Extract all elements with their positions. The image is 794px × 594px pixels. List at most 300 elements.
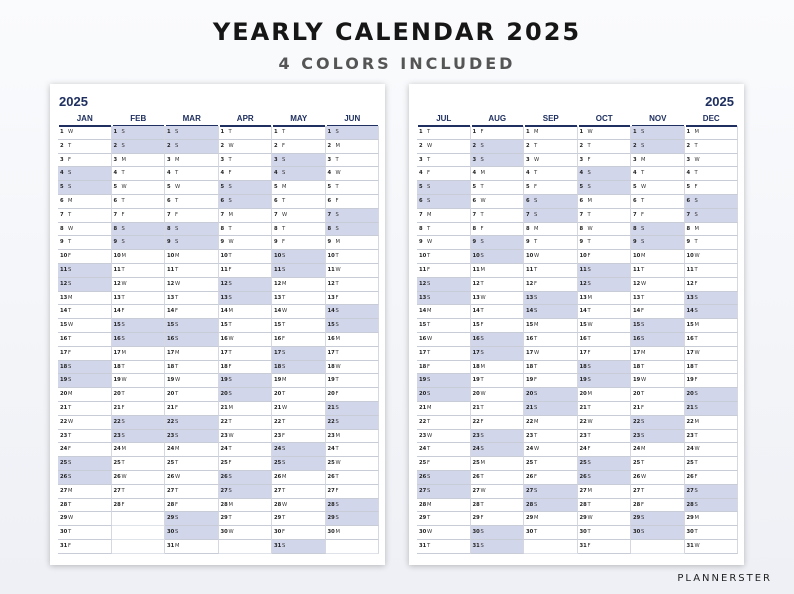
day-cell bbox=[631, 526, 685, 540]
weekday-letter: S bbox=[641, 225, 645, 232]
day-number: 17 bbox=[633, 349, 641, 356]
month-header-jun: JUN bbox=[344, 114, 361, 123]
day-cell bbox=[112, 195, 166, 209]
day-cell bbox=[165, 402, 219, 416]
page-subtitle: 4 COLORS INCLUDED bbox=[278, 54, 516, 73]
day-cell bbox=[417, 485, 471, 499]
day-cell bbox=[112, 471, 166, 485]
weekday-letter: W bbox=[587, 418, 593, 425]
day-number: 26 bbox=[419, 474, 427, 480]
weekday-letter: S bbox=[282, 253, 286, 260]
weekday-letter: W bbox=[694, 543, 700, 549]
weekday-letter: T bbox=[427, 129, 431, 135]
day-cell bbox=[578, 526, 632, 540]
day-cell bbox=[272, 430, 326, 444]
day-cell bbox=[326, 361, 380, 375]
day-number: 21 bbox=[167, 405, 175, 411]
calendar-page-jul-dec bbox=[409, 84, 744, 565]
day-number: 13 bbox=[526, 294, 534, 301]
day-number: 10 bbox=[167, 253, 175, 260]
day-number: 5 bbox=[113, 184, 118, 191]
day-number: 16 bbox=[419, 336, 427, 342]
day-cell bbox=[165, 264, 219, 278]
empty-day-cell bbox=[112, 526, 166, 540]
day-number: 10 bbox=[633, 253, 641, 260]
weekday-letter: S bbox=[68, 363, 72, 370]
weekday-letter: W bbox=[427, 529, 433, 536]
day-cell bbox=[326, 278, 380, 292]
weekday-letter: F bbox=[282, 239, 285, 246]
weekday-letter: T bbox=[335, 474, 339, 480]
weekday-letter: W bbox=[534, 253, 540, 260]
day-cell bbox=[685, 402, 739, 416]
day-number: 7 bbox=[60, 211, 64, 218]
weekday-letter: T bbox=[534, 529, 538, 536]
day-number: 14 bbox=[113, 308, 121, 315]
day-number: 17 bbox=[167, 349, 175, 356]
weekday-letter: T bbox=[587, 239, 591, 246]
day-cell bbox=[165, 181, 219, 195]
day-cell bbox=[272, 512, 326, 526]
day-cell bbox=[417, 540, 471, 554]
day-number: 20 bbox=[419, 391, 427, 398]
day-cell bbox=[578, 236, 632, 250]
day-cell bbox=[417, 223, 471, 237]
weekday-letter: F bbox=[641, 308, 644, 315]
weekday-letter: T bbox=[534, 460, 538, 467]
day-cell bbox=[165, 333, 219, 347]
weekday-letter: F bbox=[282, 336, 285, 342]
day-number: 12 bbox=[419, 280, 427, 287]
day-cell bbox=[685, 236, 739, 250]
weekday-letter: T bbox=[228, 225, 232, 232]
day-number: 24 bbox=[419, 446, 427, 453]
day-cell bbox=[471, 471, 525, 485]
day-number: 19 bbox=[472, 377, 480, 384]
day-number: 28 bbox=[526, 501, 534, 508]
weekday-letter: S bbox=[641, 336, 645, 342]
weekday-letter: M bbox=[68, 294, 73, 301]
day-number: 12 bbox=[526, 280, 534, 287]
weekday-letter: M bbox=[282, 474, 287, 480]
weekday-letter: T bbox=[641, 460, 645, 467]
day-number: 24 bbox=[220, 446, 228, 453]
day-number: 22 bbox=[220, 418, 228, 425]
day-number: 8 bbox=[60, 225, 64, 232]
weekday-letter: M bbox=[228, 211, 233, 218]
day-number: 1 bbox=[526, 129, 530, 135]
day-number: 24 bbox=[686, 446, 694, 453]
weekday-letter: T bbox=[121, 170, 125, 177]
day-cell bbox=[471, 526, 525, 540]
day-number: 25 bbox=[419, 460, 427, 467]
weekday-letter: T bbox=[335, 156, 339, 163]
weekday-letter: S bbox=[427, 487, 431, 494]
weekday-letter: S bbox=[175, 515, 179, 522]
weekday-letter: S bbox=[587, 474, 591, 480]
weekday-letter: F bbox=[641, 405, 644, 411]
day-number: 23 bbox=[419, 432, 427, 439]
day-number: 2 bbox=[579, 142, 584, 149]
day-cell bbox=[578, 512, 632, 526]
day-number: 16 bbox=[327, 336, 335, 342]
weekday-letter: W bbox=[68, 418, 74, 425]
day-number: 19 bbox=[419, 377, 427, 384]
weekday-letter: S bbox=[68, 474, 72, 480]
month-header-oct: OCT bbox=[595, 114, 613, 123]
weekday-letter: T bbox=[694, 170, 698, 177]
day-number: 11 bbox=[167, 267, 175, 273]
day-cell bbox=[417, 154, 471, 168]
day-number: 20 bbox=[220, 391, 228, 398]
empty-day-cell bbox=[219, 540, 273, 554]
weekday-letter: S bbox=[335, 501, 339, 508]
day-number: 6 bbox=[633, 198, 637, 204]
weekday-letter: T bbox=[68, 211, 72, 218]
weekday-letter: S bbox=[694, 391, 698, 398]
weekday-letter: F bbox=[175, 211, 178, 218]
day-number: 12 bbox=[167, 280, 175, 287]
day-cell bbox=[58, 347, 112, 361]
day-number: 16 bbox=[60, 336, 68, 342]
day-number: 18 bbox=[472, 363, 480, 370]
day-number: 14 bbox=[579, 308, 587, 315]
day-number: 28 bbox=[472, 501, 480, 508]
day-cell bbox=[685, 305, 739, 319]
day-cell bbox=[685, 526, 739, 540]
day-number: 8 bbox=[274, 225, 278, 232]
day-cell bbox=[272, 223, 326, 237]
day-cell bbox=[58, 319, 112, 333]
day-number: 1 bbox=[60, 129, 64, 135]
weekday-letter: T bbox=[534, 432, 538, 439]
day-cell bbox=[219, 278, 273, 292]
day-number: 8 bbox=[167, 225, 171, 232]
day-number: 7 bbox=[327, 211, 332, 218]
weekday-letter: S bbox=[641, 515, 645, 522]
day-number: 17 bbox=[472, 349, 480, 356]
weekday-letter: S bbox=[335, 515, 339, 522]
weekday-letter: S bbox=[121, 336, 125, 342]
weekday-letter: S bbox=[335, 129, 339, 135]
day-number: 2 bbox=[686, 142, 691, 149]
day-number: 23 bbox=[113, 432, 121, 439]
day-cell bbox=[272, 167, 326, 181]
day-number: 10 bbox=[579, 253, 587, 260]
day-number: 27 bbox=[274, 487, 282, 494]
day-number: 18 bbox=[167, 363, 175, 370]
day-cell bbox=[219, 457, 273, 471]
day-cell bbox=[524, 333, 578, 347]
day-number: 20 bbox=[579, 391, 587, 398]
day-number: 6 bbox=[526, 198, 530, 204]
weekday-letter: F bbox=[121, 405, 125, 411]
weekday-letter: S bbox=[175, 529, 179, 536]
weekday-letter: T bbox=[427, 446, 431, 453]
weekday-letter: W bbox=[175, 377, 181, 384]
day-number: 5 bbox=[686, 184, 691, 191]
weekday-letter: F bbox=[480, 322, 484, 329]
day-number: 21 bbox=[472, 405, 480, 411]
weekday-letter: T bbox=[427, 253, 431, 260]
day-cell bbox=[165, 292, 219, 306]
weekday-letter: S bbox=[335, 418, 339, 425]
weekday-letter: F bbox=[427, 170, 430, 177]
weekday-letter: S bbox=[694, 198, 698, 204]
day-number: 8 bbox=[526, 225, 530, 232]
day-cell bbox=[685, 457, 739, 471]
day-number: 21 bbox=[274, 405, 282, 411]
weekday-letter: T bbox=[427, 543, 431, 549]
day-cell bbox=[417, 526, 471, 540]
weekday-letter: W bbox=[427, 336, 433, 342]
day-number: 18 bbox=[526, 363, 534, 370]
day-number: 24 bbox=[327, 446, 335, 453]
day-cell bbox=[631, 471, 685, 485]
day-cell bbox=[58, 443, 112, 457]
day-cell bbox=[685, 181, 739, 195]
weekday-letter: M bbox=[587, 294, 592, 301]
day-cell bbox=[272, 140, 326, 154]
day-number: 27 bbox=[526, 487, 534, 494]
day-number: 4 bbox=[274, 170, 278, 177]
day-cell bbox=[326, 499, 380, 513]
weekday-letter: M bbox=[534, 322, 539, 329]
day-number: 7 bbox=[113, 211, 118, 218]
weekday-letter: T bbox=[175, 267, 179, 273]
day-cell bbox=[524, 457, 578, 471]
day-number: 14 bbox=[633, 308, 641, 315]
weekday-letter: S bbox=[175, 432, 179, 439]
weekday-letter: T bbox=[68, 432, 72, 439]
day-cell bbox=[471, 236, 525, 250]
day-number: 8 bbox=[327, 225, 332, 232]
day-number: 21 bbox=[220, 405, 228, 411]
weekday-letter: F bbox=[427, 460, 430, 467]
weekday-letter: W bbox=[694, 156, 700, 163]
day-cell bbox=[58, 167, 112, 181]
day-number: 5 bbox=[220, 184, 225, 191]
weekday-letter: T bbox=[480, 405, 484, 411]
day-cell bbox=[219, 388, 273, 402]
day-number: 2 bbox=[472, 142, 477, 149]
day-number: 19 bbox=[167, 377, 175, 384]
day-cell bbox=[58, 540, 112, 554]
day-number: 20 bbox=[274, 391, 282, 398]
weekday-letter: F bbox=[175, 405, 178, 411]
day-number: 3 bbox=[60, 156, 64, 163]
day-cell bbox=[578, 416, 632, 430]
day-number: 16 bbox=[113, 336, 121, 342]
day-cell bbox=[417, 333, 471, 347]
day-number: 25 bbox=[526, 460, 534, 467]
weekday-letter: S bbox=[68, 460, 72, 467]
day-cell bbox=[631, 292, 685, 306]
day-number: 24 bbox=[167, 446, 175, 453]
weekday-letter: F bbox=[587, 543, 591, 549]
day-cell bbox=[272, 236, 326, 250]
day-number: 13 bbox=[686, 294, 694, 301]
day-number: 2 bbox=[327, 142, 332, 149]
day-number: 27 bbox=[220, 487, 228, 494]
weekday-letter: T bbox=[694, 267, 698, 273]
weekday-letter: M bbox=[175, 446, 180, 453]
weekday-letter: M bbox=[121, 446, 126, 453]
day-number: 26 bbox=[686, 474, 694, 480]
day-number: 25 bbox=[60, 460, 68, 467]
day-cell bbox=[685, 443, 739, 457]
day-cell bbox=[165, 512, 219, 526]
day-cell bbox=[471, 457, 525, 471]
day-number: 29 bbox=[686, 515, 694, 522]
day-cell bbox=[326, 471, 380, 485]
day-number: 25 bbox=[113, 460, 121, 467]
day-cell bbox=[524, 388, 578, 402]
day-number: 12 bbox=[579, 280, 587, 287]
weekday-letter: T bbox=[427, 225, 431, 232]
day-cell bbox=[165, 485, 219, 499]
day-cell bbox=[165, 140, 219, 154]
day-number: 3 bbox=[633, 156, 637, 163]
weekday-letter: S bbox=[480, 543, 484, 549]
weekday-letter: F bbox=[121, 501, 125, 508]
day-cell bbox=[112, 250, 166, 264]
day-cell bbox=[578, 333, 632, 347]
day-number: 28 bbox=[113, 501, 121, 508]
day-number: 2 bbox=[419, 142, 423, 149]
day-number: 24 bbox=[633, 446, 641, 453]
day-number: 4 bbox=[633, 170, 637, 177]
day-cell bbox=[417, 457, 471, 471]
day-cell bbox=[272, 250, 326, 264]
day-number: 6 bbox=[167, 198, 171, 204]
weekday-letter: T bbox=[641, 487, 645, 494]
day-number: 12 bbox=[633, 280, 641, 287]
day-cell bbox=[685, 361, 739, 375]
day-number: 1 bbox=[686, 129, 691, 135]
day-number: 6 bbox=[686, 198, 691, 204]
weekday-letter: M bbox=[641, 253, 646, 260]
day-number: 3 bbox=[167, 156, 171, 163]
day-cell bbox=[165, 443, 219, 457]
day-cell bbox=[219, 347, 273, 361]
day-cell bbox=[58, 140, 112, 154]
day-number: 21 bbox=[633, 405, 641, 411]
day-number: 5 bbox=[419, 184, 423, 191]
weekday-letter: S bbox=[641, 322, 645, 329]
day-cell bbox=[219, 374, 273, 388]
weekday-letter: S bbox=[480, 336, 484, 342]
day-number: 29 bbox=[526, 515, 534, 522]
day-cell bbox=[112, 347, 166, 361]
weekday-letter: W bbox=[282, 405, 288, 411]
weekday-letter: W bbox=[175, 184, 181, 191]
weekday-letter: S bbox=[121, 322, 125, 329]
weekday-letter: S bbox=[228, 377, 232, 384]
day-cell bbox=[165, 361, 219, 375]
day-cell bbox=[272, 126, 326, 140]
day-cell bbox=[219, 305, 273, 319]
day-cell bbox=[471, 154, 525, 168]
day-cell bbox=[524, 292, 578, 306]
weekday-letter: F bbox=[641, 501, 644, 508]
day-number: 6 bbox=[60, 198, 64, 204]
day-cell bbox=[524, 471, 578, 485]
weekday-letter: F bbox=[694, 280, 698, 287]
day-number: 7 bbox=[579, 211, 584, 218]
day-cell bbox=[326, 388, 380, 402]
weekday-letter: T bbox=[228, 349, 232, 356]
weekday-letter: M bbox=[335, 239, 340, 246]
day-cell bbox=[58, 402, 112, 416]
day-cell bbox=[631, 140, 685, 154]
weekday-letter: T bbox=[228, 418, 232, 425]
weekday-letter: T bbox=[282, 294, 286, 301]
day-number: 4 bbox=[579, 170, 584, 177]
weekday-letter: M bbox=[282, 184, 287, 191]
day-number: 9 bbox=[633, 239, 637, 246]
weekday-letter: T bbox=[480, 501, 484, 508]
weekday-letter: M bbox=[228, 308, 233, 315]
day-cell bbox=[326, 512, 380, 526]
day-cell bbox=[471, 305, 525, 319]
weekday-letter: S bbox=[175, 418, 179, 425]
day-cell bbox=[112, 499, 166, 513]
day-number: 26 bbox=[60, 474, 68, 480]
day-number: 15 bbox=[167, 322, 175, 329]
day-number: 9 bbox=[220, 239, 225, 246]
weekday-letter: F bbox=[282, 432, 285, 439]
weekday-letter: M bbox=[68, 391, 73, 398]
day-number: 4 bbox=[167, 170, 171, 177]
day-cell bbox=[165, 499, 219, 513]
day-number: 21 bbox=[419, 405, 427, 411]
day-cell bbox=[165, 319, 219, 333]
weekday-letter: S bbox=[587, 363, 591, 370]
weekday-letter: F bbox=[534, 184, 537, 191]
day-number: 30 bbox=[60, 529, 68, 536]
day-number: 31 bbox=[419, 543, 427, 549]
day-number: 15 bbox=[60, 322, 68, 329]
day-cell bbox=[685, 430, 739, 444]
day-number: 21 bbox=[113, 405, 121, 411]
weekday-letter: T bbox=[641, 363, 645, 370]
weekday-letter: T bbox=[587, 336, 591, 342]
day-cell bbox=[471, 250, 525, 264]
day-number: 9 bbox=[113, 239, 118, 246]
day-number: 17 bbox=[579, 349, 587, 356]
day-number: 16 bbox=[220, 336, 228, 342]
weekday-letter: W bbox=[175, 280, 181, 287]
day-cell bbox=[417, 347, 471, 361]
day-number: 2 bbox=[220, 142, 225, 149]
day-number: 7 bbox=[274, 211, 278, 218]
day-cell bbox=[578, 292, 632, 306]
day-cell bbox=[685, 471, 739, 485]
day-cell bbox=[685, 209, 739, 223]
weekday-letter: S bbox=[534, 198, 538, 204]
day-number: 24 bbox=[526, 446, 534, 453]
day-cell bbox=[417, 361, 471, 375]
day-cell bbox=[272, 388, 326, 402]
page-title: YEARLY CALENDAR 2025 bbox=[212, 18, 582, 46]
day-cell bbox=[219, 499, 273, 513]
day-cell bbox=[219, 526, 273, 540]
day-cell bbox=[524, 499, 578, 513]
weekday-letter: T bbox=[534, 267, 538, 273]
day-cell bbox=[112, 388, 166, 402]
day-cell bbox=[524, 195, 578, 209]
